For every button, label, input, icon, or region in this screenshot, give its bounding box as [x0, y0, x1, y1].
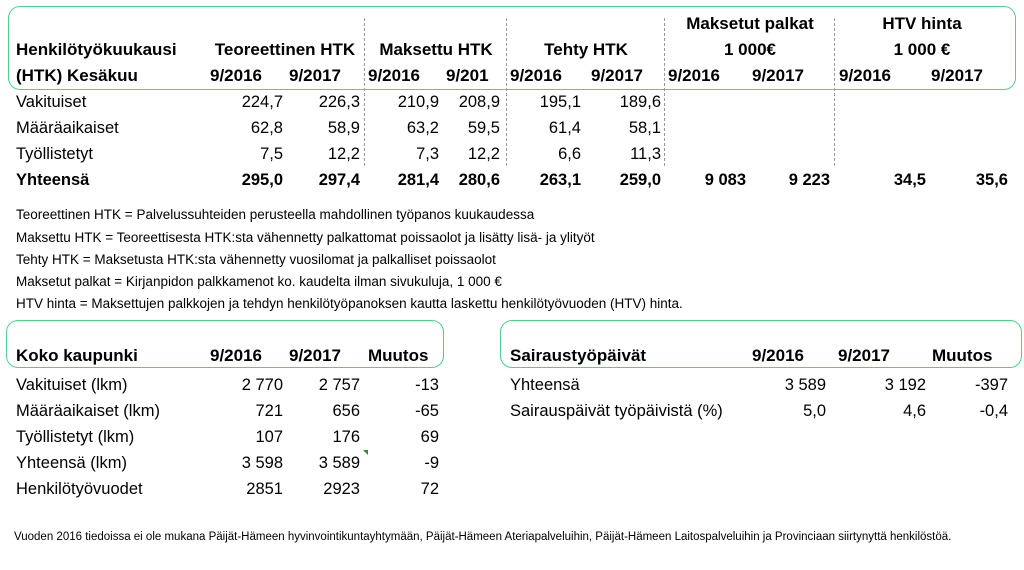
table-cell-total: 295,0	[241, 171, 283, 189]
period-header: 9/2016	[210, 66, 262, 85]
city-col-header: 9/2017	[289, 346, 341, 365]
group-header-maksetut-palkat: Maksetut palkat	[686, 14, 814, 33]
table-cell-total: 34,5	[893, 171, 926, 189]
definition-line: Teoreettinen HTK = Palvelussuhteiden perusteella mahdollinen työpanos kuukaudessa	[16, 207, 535, 222]
table-cell: 2851	[246, 480, 283, 498]
city-row-label: Työllistetyt (lkm)	[16, 428, 135, 446]
table-cell: 226,3	[318, 93, 360, 111]
table-cell: 7,5	[260, 145, 283, 163]
group-subheader-htv-hinta: 1 000 €	[893, 40, 951, 59]
table-cell: 12,2	[327, 145, 360, 163]
city-table-title: Koko kaupunki	[16, 346, 138, 365]
table-cell: 176	[332, 428, 360, 446]
table-cell: -397	[974, 376, 1008, 394]
period-header: 9/2017	[289, 66, 341, 85]
period-header: 9/2017	[752, 66, 804, 85]
table-cell: 2 770	[241, 376, 283, 394]
city-row-label: Määräaikaiset (lkm)	[16, 402, 160, 420]
table-cell-total: 35,6	[975, 171, 1008, 189]
table-cell: 208,9	[458, 93, 500, 111]
table-cell: 2923	[323, 480, 360, 498]
table-cell: 61,4	[548, 119, 581, 137]
table-cell: 107	[255, 428, 283, 446]
sick-col-header: 9/2016	[752, 346, 804, 365]
sick-row-label: Sairauspäivät työpäivistä (%)	[510, 402, 723, 420]
sick-col-header: 9/2017	[838, 346, 890, 365]
table-cell: 69	[420, 428, 439, 446]
table-cell-total: 297,4	[318, 171, 360, 189]
period-header: 9/201	[446, 66, 489, 85]
row-label-vakituiset: Vakituiset	[16, 93, 87, 111]
table-cell-total: 259,0	[619, 171, 661, 189]
city-row-label: Henkilötyövuodet	[16, 480, 143, 498]
group-header-teoreettinen: Teoreettinen HTK	[214, 40, 356, 59]
sick-table-title: Sairaustyöpäivät	[510, 346, 647, 365]
group-subheader-maksetut-palkat: 1 000€	[724, 40, 776, 59]
table-cell: 63,2	[406, 119, 439, 137]
table-cell: 5,0	[803, 402, 826, 420]
table-cell: 2 757	[318, 376, 360, 394]
table-cell: 58,1	[628, 119, 661, 137]
table-cell: 6,6	[558, 145, 581, 163]
group-header-maksettu: Maksettu HTK	[379, 40, 493, 59]
city-col-header: 9/2016	[210, 346, 262, 365]
city-row-label: Yhteensä (lkm)	[16, 454, 127, 472]
sick-row-label: Yhteensä	[510, 376, 580, 394]
table-cell: 11,3	[630, 145, 661, 163]
table-cell: 3 598	[241, 454, 283, 472]
table-cell: 7,3	[416, 145, 439, 163]
period-header: 9/2017	[591, 66, 643, 85]
table-cell: 62,8	[250, 119, 283, 137]
row-header-line2: (HTK) Kesäkuu	[16, 66, 138, 85]
comment-indicator-icon[interactable]	[363, 450, 368, 455]
table-cell: 12,2	[467, 145, 500, 163]
table-cell: 721	[255, 402, 283, 420]
table-cell: -9	[424, 454, 439, 472]
table-cell: -13	[415, 376, 439, 394]
row-label-tyollistetyt: Työllistetyt	[16, 145, 94, 163]
table-cell-total: 281,4	[397, 171, 439, 189]
group-header-htv-hinta: HTV hinta	[882, 14, 962, 33]
definition-line: Maksettu HTK = Teoreettisesta HTK:sta vähennetty palkattomat poissaolot ja lisätty lisä- ja ylityöt	[16, 230, 595, 245]
definition-line: Tehty HTK = Maksetusta HTK:sta vähennetty vuosilomat ja palkalliset poissaolot	[16, 252, 496, 267]
table-cell-total: 9 083	[704, 171, 746, 189]
row-label-maaraaikaiset: Määräaikaiset	[16, 119, 119, 137]
table-cell: 210,9	[397, 93, 439, 111]
definition-line: HTV hinta = Maksettujen palkkojen ja tehdyn henkilötyöpanoksen kautta laskettu henkilötyövuoden (HTV) hinta.	[16, 296, 683, 311]
group-header-tehty: Tehty HTK	[544, 40, 628, 59]
row-header-line1: Henkilötyökuukausi	[16, 40, 177, 59]
divider-4	[834, 18, 835, 166]
city-row-label: Vakituiset (lkm)	[16, 376, 128, 394]
period-header: 9/2016	[839, 66, 891, 85]
table-cell: 656	[332, 402, 360, 420]
sick-col-header: Muutos	[932, 346, 993, 365]
table-cell: 189,6	[619, 93, 661, 111]
footnote: Vuoden 2016 tiedoissa ei ole mukana Päijät-Hämeen hyvinvointikuntayhtymään, Päijät-Hämeen Ateriapalveluihin, Päijät-Hämeen Laitospalveluihin ja Provinciaan siirtynyttä henkilöstöä.	[14, 531, 952, 543]
table-cell: 58,9	[327, 119, 360, 137]
period-header: 9/2016	[368, 66, 420, 85]
row-label-yhteensa: Yhteensä	[16, 171, 90, 189]
period-header: 9/2016	[510, 66, 562, 85]
table-cell: 195,1	[539, 93, 581, 111]
table-cell: 3 589	[784, 376, 826, 394]
table-cell-total: 263,1	[539, 171, 581, 189]
table-cell: -65	[415, 402, 439, 420]
table-cell-total: 280,6	[458, 171, 500, 189]
table-cell: 72	[420, 480, 439, 498]
period-header: 9/2017	[931, 66, 983, 85]
table-cell-total: 9 223	[788, 171, 830, 189]
table-cell: 3 589	[318, 454, 360, 472]
divider-2	[506, 18, 507, 166]
table-cell: 59,5	[467, 119, 500, 137]
table-cell: -0,4	[979, 402, 1008, 420]
divider-3	[664, 18, 665, 166]
table-cell: 3 192	[884, 376, 926, 394]
table-cell: 4,6	[903, 402, 926, 420]
table-cell: 224,7	[241, 93, 283, 111]
definition-line: Maksetut palkat = Kirjanpidon palkkamenot ko. kaudelta ilman sivukuluja, 1 000 €	[16, 274, 502, 289]
city-col-header: Muutos	[368, 346, 429, 365]
period-header: 9/2016	[668, 66, 720, 85]
